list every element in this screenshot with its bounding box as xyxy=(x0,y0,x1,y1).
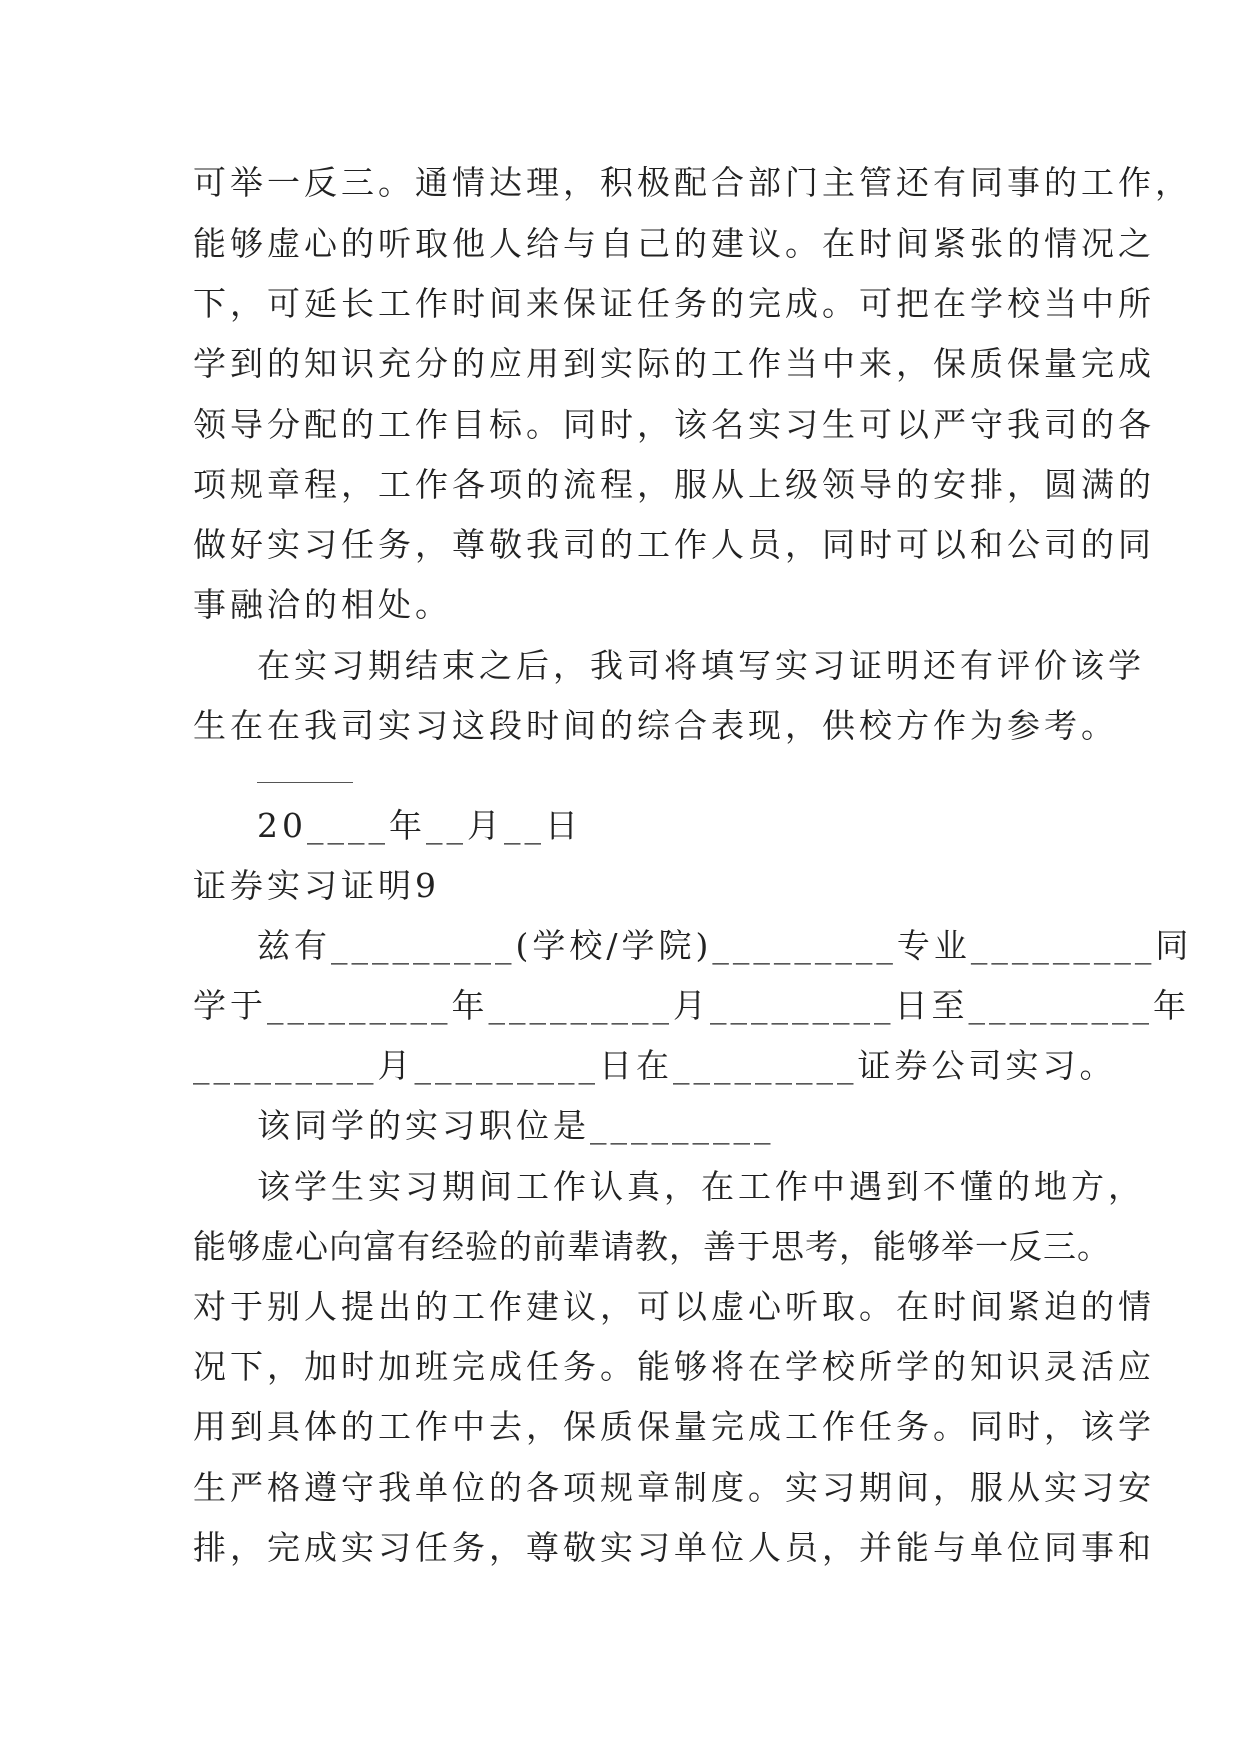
paragraph-line: 况下，加时加班完成任务。能够将在学校所学的知识灵活应 xyxy=(193,1347,1155,1386)
paragraph-line: 该学生实习期间工作认真，在工作中遇到不懂的地方， xyxy=(257,1167,1145,1206)
paragraph-line: 学到的知识充分的应用到实际的工作当中来，保质保量完成 xyxy=(193,344,1155,383)
paragraph-line: 生严格遵守我单位的各项规章制度。实习期间，服从实习安 xyxy=(193,1468,1155,1507)
paragraph-line: 排，完成实习任务，尊敬实习单位人员，并能与单位同事和 xyxy=(193,1528,1155,1567)
paragraph-line: 能够虚心向富有经验的前辈请教，善于思考，能够举一反三。 xyxy=(193,1227,1111,1266)
paragraph-line: 领导分配的工作目标。同时，该名实习生可以严守我司的各 xyxy=(193,405,1155,444)
paragraph-line: 项规章程，工作各项的流程，服从上级领导的安排，圆满的 xyxy=(193,465,1155,504)
paragraph-line: 事融洽的相处。 xyxy=(193,585,452,624)
form-line: 兹有_________(学校/学院)_________专业_________同 xyxy=(257,926,1193,965)
paragraph-line: 可举一反三。通情达理，积极配合部门主管还有同事的工作， xyxy=(193,163,1192,202)
signature-line xyxy=(257,782,353,783)
paragraph-line: 能够虚心的听取他人给与自己的建议。在时间紧张的情况之 xyxy=(193,224,1155,263)
form-line: 该同学的实习职位是_________ xyxy=(257,1106,775,1145)
paragraph-line: 做好实习任务，尊敬我司的工作人员，同时可以和公司的同 xyxy=(193,525,1155,564)
paragraph-line: 生在在我司实习这段时间的综合表现，供校方作为参考。 xyxy=(193,706,1118,745)
paragraph-line: 在实习期结束之后，我司将填写实习证明还有评价该学 xyxy=(257,646,1145,685)
form-line: 学于_________年_________月_________日至_________年 xyxy=(193,986,1190,1025)
date-line: 20____年__月__日 xyxy=(257,806,582,845)
section-title: 证券实习证明9 xyxy=(193,866,440,905)
paragraph-line: 下，可延长工作时间来保证任务的完成。可把在学校当中所 xyxy=(193,284,1155,323)
paragraph-line: 对于别人提出的工作建议，可以虚心听取。在时间紧迫的情 xyxy=(193,1287,1155,1326)
form-line: _________月_________日在_________证券公司实习。 xyxy=(193,1046,1117,1085)
paragraph-line: 用到具体的工作中去，保质保量完成工作任务。同时，该学 xyxy=(193,1407,1155,1446)
